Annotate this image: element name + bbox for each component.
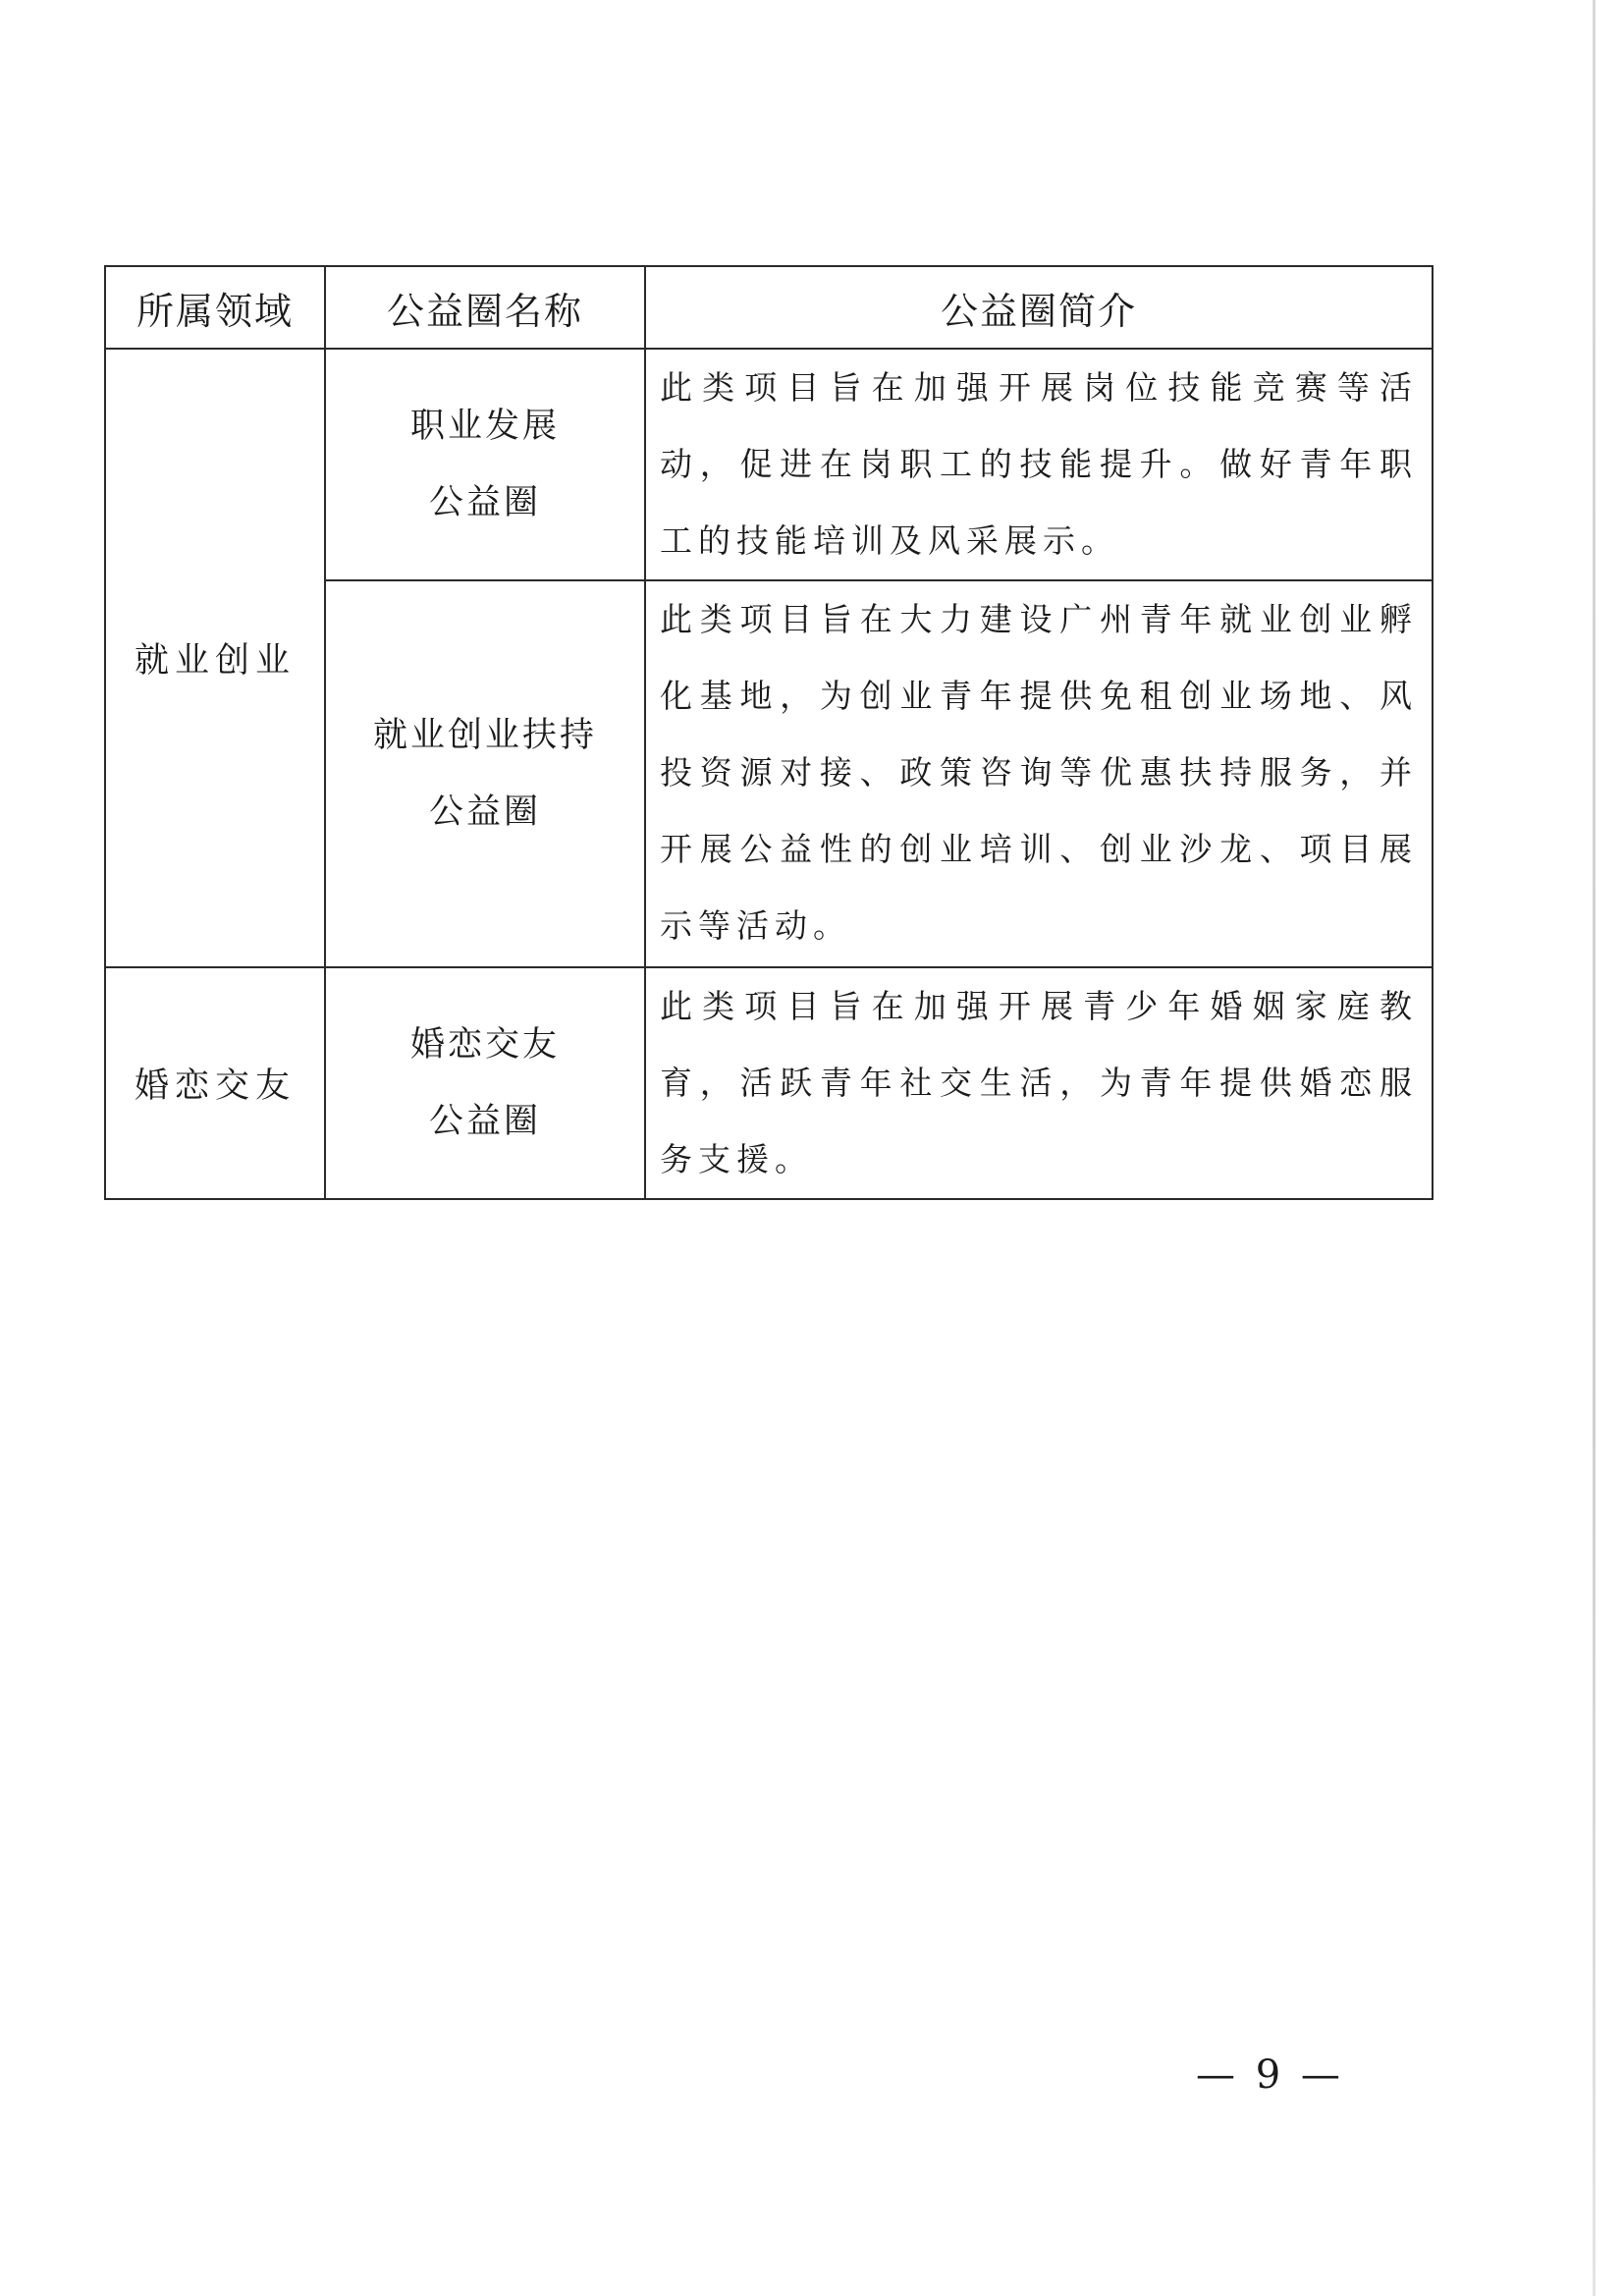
circle-name-line: 公益圈 — [428, 793, 541, 832]
domain-cell-employment: 就业创业 — [105, 349, 325, 967]
scan-page-edge — [1593, 0, 1596, 2296]
domain-cell-dating: 婚恋交友 — [105, 967, 325, 1199]
circle-name-cell — [325, 580, 645, 967]
table-row — [105, 967, 1433, 1199]
circle-name-line: 就业创业扶持 — [372, 716, 597, 755]
header-circle-name: 公益圈名称 — [325, 266, 645, 349]
circle-name-cell — [325, 349, 645, 580]
page-number: — 9 — — [1196, 2052, 1344, 2098]
circle-name-line: 公益圈 — [428, 1102, 541, 1141]
circle-name-line: 婚恋交友 — [409, 1025, 560, 1065]
circle-name-line: 职业发展 — [409, 407, 560, 446]
circle-table-container — [104, 265, 1434, 1200]
table-row — [105, 349, 1433, 580]
header-circle-intro: 公益圈简介 — [645, 266, 1433, 349]
header-domain: 所属领域 — [105, 266, 325, 349]
circle-desc-cell: 此类项目旨在加强开展岗位技能竞赛等活动，促进在岗职工的技能提升。做好青年职工的技能培训及风采展示。 — [645, 349, 1433, 580]
circle-desc-cell: 此类项目旨在加强开展青少年婚姻家庭教育，活跃青年社交生活，为青年提供婚恋服务支援。 — [645, 967, 1433, 1199]
public-welfare-circle-table — [104, 265, 1434, 1200]
table-header-row — [105, 266, 1433, 349]
circle-name-cell — [325, 967, 645, 1199]
circle-desc-cell: 此类项目旨在大力建设广州青年就业创业孵化基地，为创业青年提供免租创业场地、风投资源对接、政策咨询等优惠扶持服务，并开展公益性的创业培训、创业沙龙、项目展示等活动。 — [645, 580, 1433, 967]
circle-name-line: 公益圈 — [428, 483, 541, 522]
